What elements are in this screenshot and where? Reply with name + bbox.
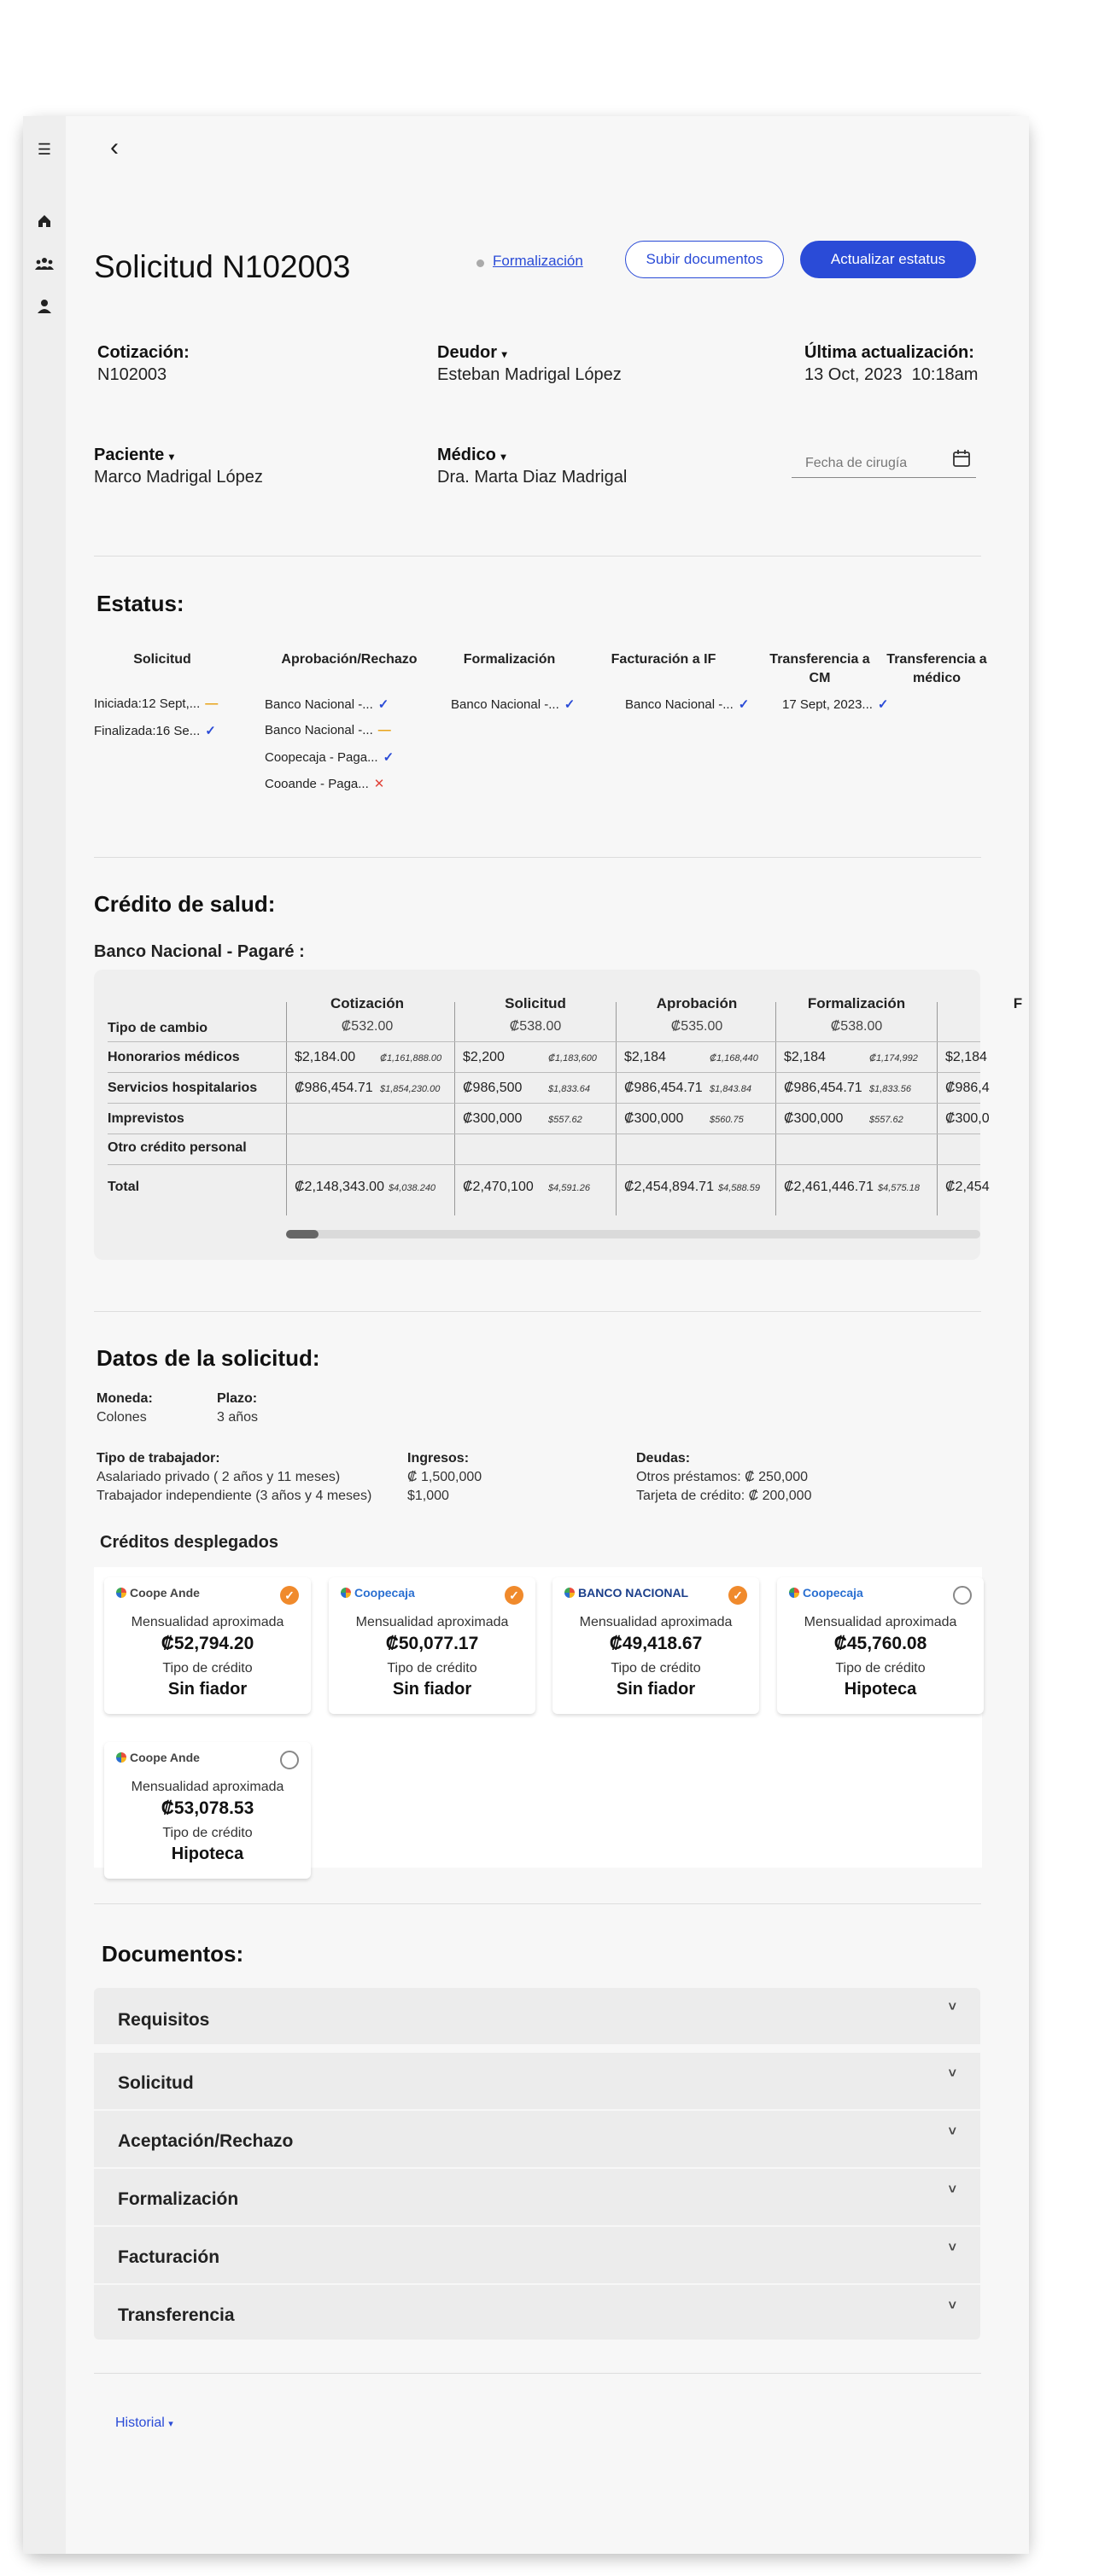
cotizacion-value: N102003 [97, 365, 167, 384]
deudas-value-1: Otros préstamos: ₡ 250,000 [636, 1470, 808, 1484]
page-title: Solicitud N102003 [94, 249, 351, 284]
lender-logo-text: Coopecaja [803, 1586, 863, 1600]
status-item-text: Finalizada:16 Se... [94, 724, 201, 738]
column-header: Cotización [330, 995, 404, 1011]
fecha-cirugia-field[interactable] [792, 446, 976, 478]
status-item-text: Banco Nacional -... [625, 697, 734, 712]
cell-primary: $2,200 [463, 1050, 505, 1064]
cell-primary: ₡986,454.71 [624, 1081, 703, 1095]
ingresos-value-2: $1,000 [407, 1489, 449, 1503]
chevron-down-icon: ▾ [501, 348, 507, 360]
cell-primary: ₡2,454 [945, 1180, 990, 1194]
radio-icon[interactable] [953, 1586, 972, 1605]
status-item[interactable] [451, 696, 575, 712]
cell-secondary: ₡1,168,440 [710, 1053, 758, 1064]
cell-primary: ₡300,000 [624, 1111, 684, 1126]
row-label: Total [108, 1180, 140, 1194]
accordion-item[interactable] [94, 1988, 980, 2048]
status-column-header: Transferencia a CM [769, 652, 870, 685]
cell-primary: ₡300,000 [784, 1111, 844, 1126]
status-item-text: Coopecaja - Paga... [265, 750, 378, 765]
status-dot [476, 259, 484, 267]
status-column-header: Formalización [463, 652, 556, 667]
check-icon: ✓ [564, 697, 576, 712]
row-label: Servicios hospitalarios [108, 1081, 258, 1095]
main-content [66, 116, 1029, 2554]
cell-primary: ₡986,500 [463, 1081, 523, 1095]
column-divider [937, 1002, 938, 1215]
credit-cards-area [94, 1567, 982, 1868]
credit-table [94, 970, 1023, 1260]
check-icon: ✓ [383, 750, 395, 765]
exchange-rate: ₡532.00 [341, 1019, 394, 1034]
divider [94, 1311, 981, 1312]
status-item[interactable] [94, 696, 218, 711]
status-item-text: 17 Sept, 2023... [782, 697, 873, 712]
card-type-label: Tipo de crédito [162, 1661, 253, 1676]
divider [94, 1903, 981, 1904]
cell-secondary: $1,833.56 [869, 1084, 911, 1094]
tipo-value-1: Asalariado privado ( 2 años y 11 meses) [96, 1470, 341, 1484]
upload-documents-button[interactable]: Subir documentos [625, 241, 784, 278]
selected-check-icon[interactable]: ✓ [505, 1586, 523, 1605]
column-header: Formalización [807, 995, 906, 1011]
deudas-value-2: Tarjeta de crédito: ₡ 200,000 [636, 1489, 812, 1503]
status-column-header: Aprobación/Rechazo [281, 652, 418, 667]
card-amount-label: Mensualidad aproximada [131, 1615, 284, 1629]
status-item[interactable] [265, 749, 394, 765]
card-amount-label: Mensualidad aproximada [804, 1615, 957, 1629]
paciente-value: Marco Madrigal López [94, 468, 263, 487]
documentos-title: Documentos: [102, 1941, 244, 1967]
cell-primary: ₡2,470,100 [463, 1180, 534, 1194]
lender-logo-text: Coope Ande [130, 1751, 200, 1764]
cell-primary: ₡2,148,343.00 [295, 1180, 384, 1194]
card-type-label: Tipo de crédito [387, 1661, 477, 1676]
card-type: Sin fiador [392, 1680, 472, 1699]
check-icon: ✓ [377, 697, 389, 712]
cell-primary: ₡986,454.71 [295, 1081, 373, 1095]
medico-value: Dra. Marta Diaz Madrigal [437, 468, 628, 487]
lender-logo-text: BANCO NACIONAL [578, 1586, 689, 1600]
lender-logo-icon [116, 1752, 126, 1763]
selected-check-icon[interactable]: ✓ [728, 1586, 747, 1605]
column-header: F [1013, 995, 1023, 1011]
cell-secondary: $4,591.26 [548, 1183, 590, 1193]
chevron-down-icon[interactable]: ˅ [948, 2000, 956, 2014]
lender-logo-icon [789, 1588, 799, 1598]
ingresos-value-1: ₡ 1,500,000 [407, 1470, 482, 1484]
group-icon[interactable] [35, 254, 54, 273]
scrollbar-thumb[interactable] [286, 1230, 319, 1238]
pending-icon: — [377, 723, 391, 737]
ultima-label: Última actualización: [804, 343, 974, 362]
column-header: Aprobación [656, 995, 738, 1011]
accordion-item[interactable] [94, 2285, 980, 2340]
credit-card[interactable] [552, 1577, 759, 1714]
cell-primary: $2,184 [784, 1050, 826, 1064]
accordion-title: Formalización [118, 2189, 239, 2209]
card-amount-label: Mensualidad aproximada [131, 1780, 284, 1794]
check-icon: ✓ [738, 697, 750, 712]
cell-secondary: $1,854,230.00 [380, 1084, 441, 1094]
cell-secondary: ₡1,183,600 [548, 1053, 597, 1064]
accordion-title: Facturación [118, 2247, 220, 2267]
accordion-title: Transferencia [118, 2305, 235, 2325]
app-window [23, 116, 1029, 2554]
lender-logo-icon [341, 1588, 351, 1598]
check-icon: ✓ [205, 724, 216, 738]
status-item[interactable] [782, 696, 889, 712]
cell-primary: ₡300,000 [463, 1111, 523, 1126]
lender-logo [116, 1751, 200, 1764]
credit-card[interactable] [777, 1577, 984, 1714]
deudor-value: Esteban Madrigal López [437, 365, 622, 384]
card-type: Sin fiador [616, 1680, 696, 1699]
cell-secondary: $557.62 [548, 1115, 582, 1125]
cell-secondary: $1,833.64 [548, 1084, 590, 1094]
pending-icon: — [205, 696, 219, 711]
estatus-title: Estatus: [96, 591, 184, 616]
exchange-rate: ₡538.00 [509, 1019, 562, 1034]
calendar-icon[interactable] [952, 449, 971, 472]
creditos-title: Créditos desplegados [100, 1533, 278, 1552]
back-arrow-icon[interactable]: ‹ [110, 133, 119, 161]
card-type-label: Tipo de crédito [835, 1661, 926, 1676]
accordion-title: Aceptación/Rechazo [118, 2131, 294, 2151]
cell-primary: $2,184.00 [295, 1050, 356, 1064]
chevron-down-icon[interactable]: ˅ [948, 2066, 956, 2081]
chevron-down-icon: ▾ [168, 451, 174, 463]
status-item[interactable] [265, 696, 389, 712]
row-divider [108, 1164, 980, 1165]
status-item-text: Banco Nacional -... [451, 697, 559, 712]
fecha-placeholder: Fecha de cirugía [805, 456, 908, 470]
reject-icon: ✕ [373, 777, 385, 791]
lender-logo-text: Coope Ande [130, 1586, 200, 1600]
card-amount: ₡50,077.17 [385, 1634, 479, 1653]
status-column-header: Transferencia a médico [886, 652, 987, 685]
row-label: Otro crédito personal [108, 1140, 247, 1155]
divider [94, 556, 981, 557]
side-rail [23, 116, 66, 2554]
status-item[interactable] [625, 696, 749, 712]
accordion-title: Solicitud [118, 2073, 194, 2093]
cell-primary: ₡986,454.71 [784, 1081, 862, 1095]
card-amount-label: Mensualidad aproximada [355, 1615, 509, 1629]
divider [94, 2373, 981, 2374]
status-item[interactable] [265, 776, 384, 791]
card-amount: ₡52,794.20 [161, 1634, 254, 1653]
credito-title: Crédito de salud: [94, 891, 276, 917]
divider [94, 857, 981, 858]
card-amount: ₡49,418.67 [609, 1634, 703, 1653]
credito-subtitle: Banco Nacional - Pagaré : [94, 942, 305, 961]
medico-dropdown[interactable]: Médico ▾ [437, 446, 506, 464]
card-type-label: Tipo de crédito [611, 1661, 701, 1676]
row-divider [108, 1041, 980, 1042]
chevron-down-icon[interactable]: ˅ [948, 2299, 956, 2313]
cell-secondary: $4,575.18 [878, 1183, 920, 1193]
exchange-rate: ₡535.00 [670, 1019, 723, 1034]
tipo-value-2: Trabajador independiente (3 años y 4 meses) [96, 1489, 372, 1503]
cell-primary: ₡2,461,446.71 [784, 1180, 874, 1194]
card-type: Sin fiador [167, 1680, 248, 1699]
chevron-down-icon[interactable]: ˅ [948, 2241, 956, 2255]
cell-secondary: ₡1,161,888.00 [380, 1053, 442, 1064]
cell-secondary: $1,843.84 [710, 1084, 751, 1094]
cell-primary: ₡2,454,894.71 [624, 1180, 714, 1194]
accordion-item[interactable] [94, 2227, 980, 2283]
status-item-text: Iniciada:12 Sept,... [94, 696, 201, 711]
status-item[interactable] [265, 723, 391, 737]
status-column-header: Facturación a IF [611, 652, 716, 667]
card-type: Hipoteca [171, 1845, 244, 1863]
card-type-label: Tipo de crédito [162, 1826, 253, 1840]
cell-secondary: $557.62 [869, 1115, 903, 1125]
cell-secondary: $560.75 [710, 1115, 744, 1125]
plazo-value: 3 años [217, 1410, 259, 1425]
tipo-label: Tipo de trabajador: [96, 1451, 220, 1466]
accordion-item[interactable] [94, 2053, 980, 2109]
chevron-down-icon: ▾ [168, 2419, 173, 2429]
selected-check-icon[interactable]: ✓ [280, 1586, 299, 1605]
status-item[interactable] [94, 723, 216, 738]
moneda-label: Moneda: [96, 1391, 153, 1406]
historial-toggle[interactable]: Historial ▾ [115, 2416, 173, 2430]
paciente-dropdown[interactable]: Paciente ▾ [94, 446, 174, 464]
credit-card[interactable] [104, 1577, 311, 1714]
row-divider [108, 1072, 980, 1073]
exchange-rate: ₡538.00 [830, 1019, 883, 1034]
update-status-button[interactable]: Actualizar estatus [800, 241, 976, 278]
person-icon[interactable] [35, 297, 54, 316]
horizontal-scrollbar[interactable] [286, 1230, 980, 1238]
row-label: Honorarios médicos [108, 1050, 240, 1064]
cell-primary: ₡300,0 [945, 1111, 990, 1126]
cell-primary: $2,184 [945, 1050, 987, 1064]
deudor-dropdown[interactable]: Deudor ▾ [437, 343, 507, 362]
status-item-text: Banco Nacional -... [265, 723, 373, 737]
status-item-text: Cooande - Paga... [265, 777, 369, 791]
status-link[interactable]: Formalización [493, 253, 583, 269]
lender-logo-icon [116, 1588, 126, 1598]
lender-logo [564, 1586, 688, 1600]
lender-logo [789, 1586, 863, 1600]
chevron-down-icon[interactable]: ˅ [948, 2183, 956, 2197]
row-divider [108, 1103, 980, 1104]
datos-title: Datos de la solicitud: [96, 1345, 320, 1371]
cell-secondary: ₡1,174,992 [869, 1053, 918, 1064]
lender-logo [116, 1586, 200, 1600]
cotizacion-label: Cotización: [97, 343, 190, 362]
credit-card[interactable] [104, 1742, 311, 1879]
card-amount: ₡53,078.53 [161, 1798, 254, 1818]
row-label: Tipo de cambio [108, 1021, 208, 1035]
row-label: Imprevistos [108, 1111, 184, 1126]
menu-icon[interactable]: ☰ [37, 140, 52, 158]
accordion-title: Requisitos [118, 2010, 210, 2030]
check-icon: ✓ [877, 697, 889, 712]
lender-logo [341, 1586, 415, 1600]
credit-card[interactable] [329, 1577, 535, 1714]
cell-primary: ₡986,4 [945, 1081, 990, 1095]
plazo-label: Plazo: [217, 1391, 258, 1406]
chevron-down-icon[interactable]: ˅ [948, 2124, 956, 2139]
cell-secondary: $4,588.59 [718, 1183, 760, 1193]
card-amount-label: Mensualidad aproximada [579, 1615, 733, 1629]
accordion-item[interactable] [94, 2169, 980, 2225]
radio-icon[interactable] [280, 1751, 299, 1769]
chevron-down-icon: ▾ [500, 451, 506, 463]
cell-secondary: $4,038.240 [389, 1183, 436, 1193]
cell-primary: $2,184 [624, 1050, 666, 1064]
status-column-header: Solicitud [133, 652, 191, 667]
card-type: Hipoteca [844, 1680, 917, 1699]
deudas-label: Deudas: [636, 1451, 691, 1466]
card-amount: ₡45,760.08 [833, 1634, 927, 1653]
lender-logo-text: Coopecaja [354, 1586, 415, 1600]
lender-logo-icon [564, 1588, 575, 1598]
home-icon[interactable] [35, 212, 54, 230]
accordion-item[interactable] [94, 2111, 980, 2167]
ingresos-label: Ingresos: [407, 1451, 470, 1466]
moneda-value: Colones [96, 1410, 147, 1425]
status-item-text: Banco Nacional -... [265, 697, 373, 712]
column-header: Solicitud [505, 995, 566, 1011]
ultima-value: 13 Oct, 2023 10:18am [804, 365, 979, 384]
